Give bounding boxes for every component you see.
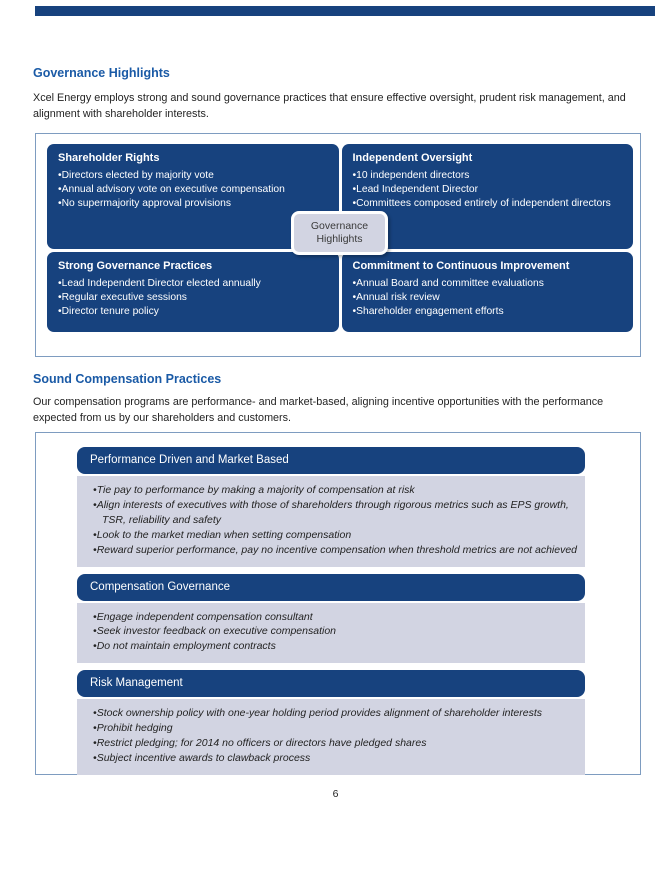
group-header-bar: Performance Driven and Market Based xyxy=(77,447,585,474)
bullet-item: • Annual advisory vote on executive compensation xyxy=(58,183,329,197)
page-number: 6 xyxy=(332,788,339,800)
compensation-practices-box xyxy=(35,432,641,775)
group-performance-driven xyxy=(77,447,585,567)
governance-section-heading: Governance Highlights xyxy=(33,66,170,80)
governance-highlights-box xyxy=(35,133,641,357)
group-content-panel xyxy=(77,603,585,664)
compensation-groups-stack xyxy=(77,447,585,782)
group-bullet-list xyxy=(93,483,579,558)
bullet-item: • Look to the market median when setting compensation xyxy=(93,528,579,543)
group-content-panel xyxy=(77,699,585,775)
bullet-item: • Annual risk review xyxy=(353,291,624,305)
group-bullet-list xyxy=(93,610,579,655)
group-compensation-governance xyxy=(77,574,585,664)
group-bullet-list xyxy=(93,706,579,766)
group-header-bar: Risk Management xyxy=(77,670,585,697)
badge-line-1: Governance xyxy=(310,219,369,232)
bullet-item: • Tie pay to performance by making a majority of compensation at risk xyxy=(93,483,579,498)
group-content-panel xyxy=(77,476,585,567)
bullet-item: • Regular executive sessions xyxy=(58,291,329,305)
quadrant-title: Independent Oversight xyxy=(352,152,473,164)
bullet-item: • Engage independent compensation consultant xyxy=(93,610,579,625)
bullet-item: • Seek investor feedback on executive compensation xyxy=(93,624,579,639)
bullet-item: • Lead Independent Director xyxy=(353,183,624,197)
badge-line-2: Highlights xyxy=(316,233,363,245)
group-risk-management xyxy=(77,670,585,775)
bullet-item: • Directors elected by majority vote xyxy=(58,169,329,183)
bullet-item: • Lead Independent Director elected annually xyxy=(58,277,329,291)
bullet-item: • No supermajority approval provisions xyxy=(58,197,329,211)
bullet-item: • Align interests of executives with those of shareholders through rigorous metrics such as EPS growth, TSR, reliability and safety xyxy=(93,498,579,528)
bullet-item: • Stock ownership policy with one-year holding period provides alignment of shareholder interests xyxy=(93,706,579,721)
governance-center-badge xyxy=(291,211,388,255)
quadrant-bullet-list xyxy=(353,169,624,212)
quadrant-strong-governance-practices xyxy=(47,252,339,332)
bullet-item: • Subject incentive awards to clawback process xyxy=(93,751,579,766)
bullet-item: • Director tenure policy xyxy=(58,305,329,319)
governance-intro-paragraph: Xcel Energy employs strong and sound governance practices that ensure effective oversight, prudent risk management, and alignment with shareholder interests. xyxy=(33,92,626,120)
quadrant-bullet-list xyxy=(58,169,329,212)
bullet-item: • Committees composed entirely of independent directors xyxy=(353,197,624,211)
quadrant-bullet-list xyxy=(353,277,624,320)
compensation-section-heading: Sound Compensation Practices xyxy=(33,372,222,386)
quadrant-bullet-list xyxy=(58,277,329,320)
quadrant-title: Strong Governance Practices xyxy=(58,260,213,272)
bullet-item: • Do not maintain employment contracts xyxy=(93,639,579,654)
bullet-item: • Prohibit hedging xyxy=(93,721,579,736)
quadrant-title: Shareholder Rights xyxy=(58,152,160,164)
top-rule-bar xyxy=(35,6,655,16)
bullet-item: • Shareholder engagement efforts xyxy=(353,305,624,319)
bullet-item: • Reward superior performance, pay no incentive compensation when threshold metrics are not achieved xyxy=(93,543,579,558)
quadrant-commitment-continuous-improvement xyxy=(342,252,634,332)
bullet-item: • Restrict pledging; for 2014 no officers or directors have pledged shares xyxy=(93,736,579,751)
compensation-intro-paragraph: Our compensation programs are performance- and market-based, aligning incentive opportunities with the performance expected from us by our shareholders and customers. xyxy=(33,396,604,424)
bullet-item: • 10 independent directors xyxy=(353,169,624,183)
bullet-item: • Annual Board and committee evaluations xyxy=(353,277,624,291)
group-header-bar: Compensation Governance xyxy=(77,574,585,601)
quadrant-title: Commitment to Continuous Improvement xyxy=(352,260,570,272)
